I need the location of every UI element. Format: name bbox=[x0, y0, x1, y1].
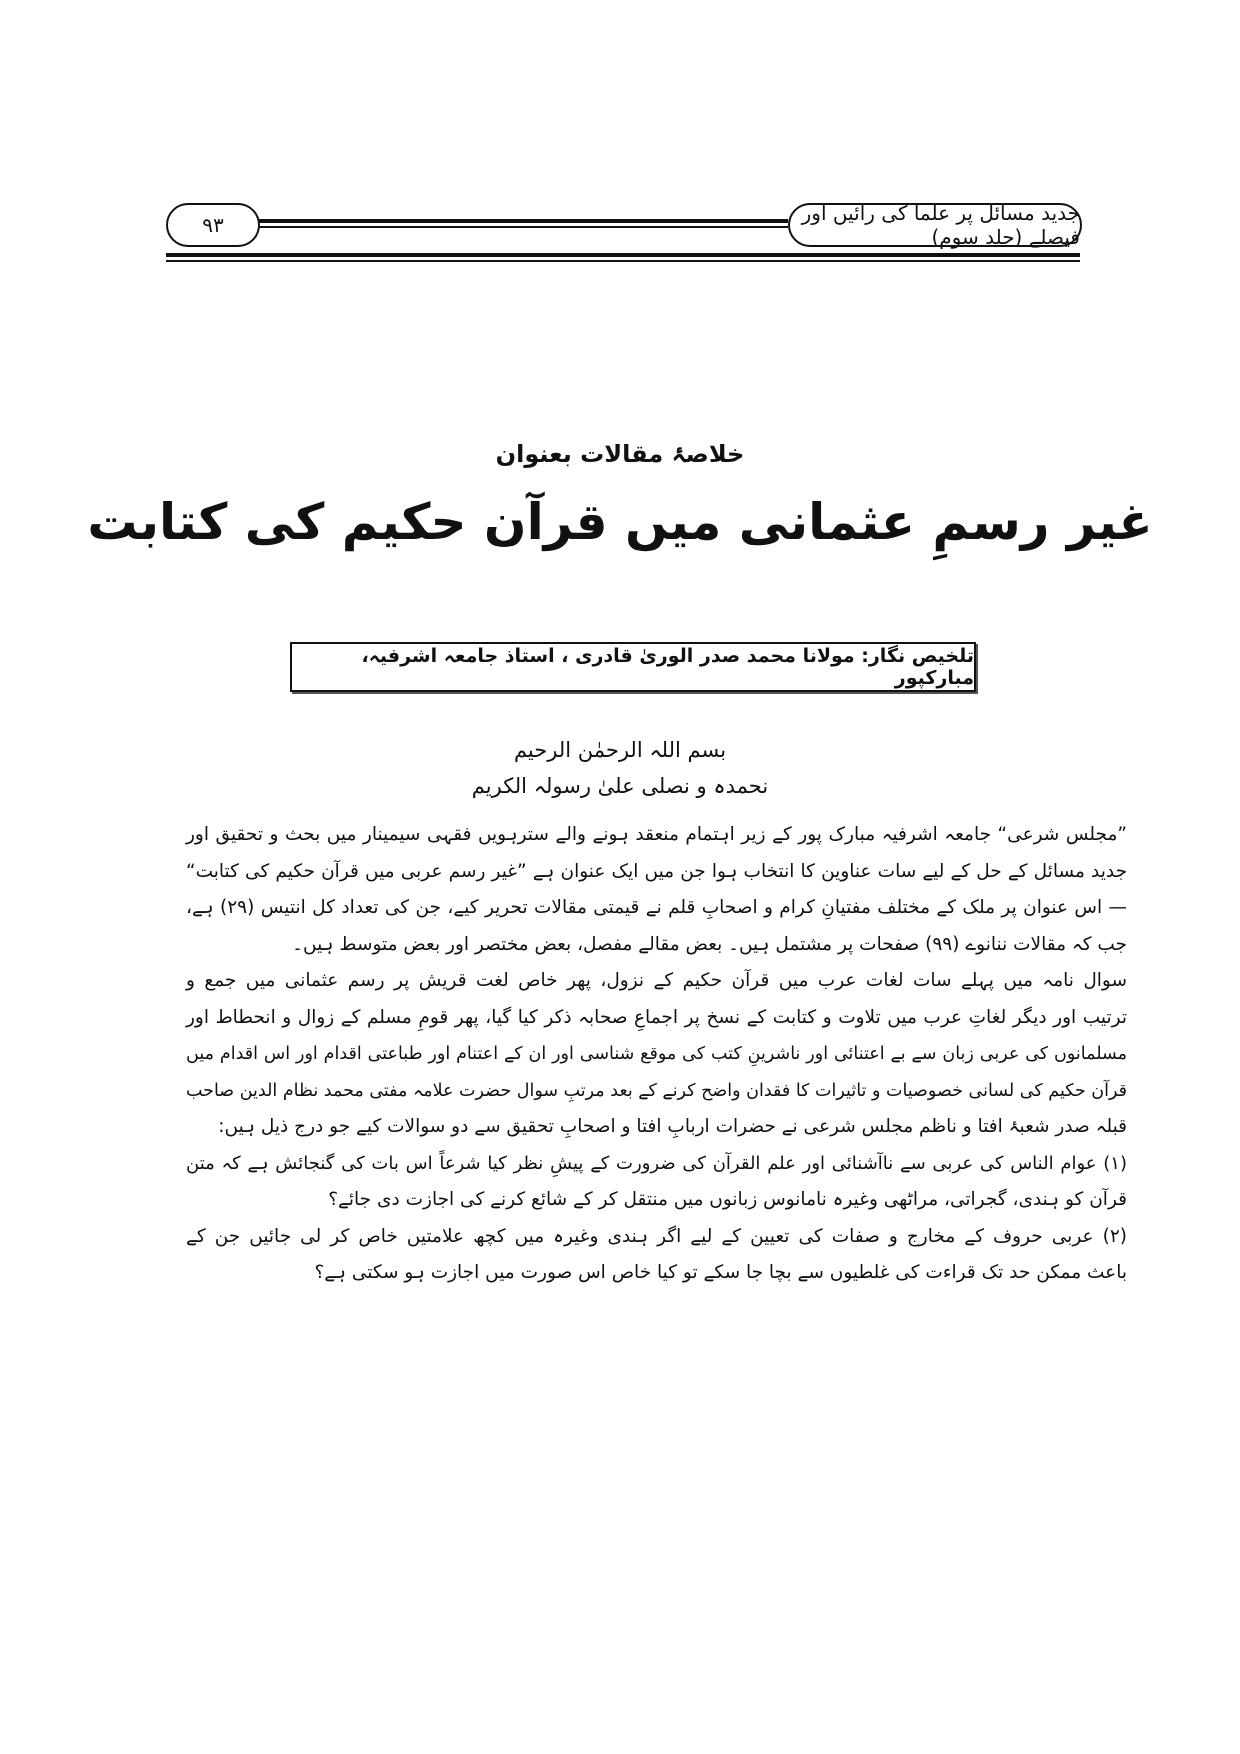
page-rule-thick bbox=[166, 253, 1080, 257]
page-title: غیر رسمِ عثمانی میں قرآن حکیم کی کتابت bbox=[87, 493, 1153, 551]
body-line: ”مجلس شرعی“ جامعہ اشرفیہ مبارک پور کے زیر اہتمام منعقد ہونے والے سترہویں فقہی سیمینار میں بحث و تحقیق اور bbox=[186, 824, 1127, 845]
question-1-cont: قرآن کو ہندی، گجراتی، مراٹھی وغیرہ نامانوس زبانوں میں منتقل کر کے شائع کرنے کی اجازت دی جائے؟ bbox=[328, 1189, 1127, 1210]
body-line: — اس عنوان پر ملک کے مختلف مفتیانِ کرام و اصحابِ قلم نے قیمتی مقالات تحریر کیے، جن کی تعداد کل انتیس (۲۹) ہے، bbox=[186, 897, 1127, 918]
body-line: قرآن حکیم کی لسانی خصوصیات و تاثیرات کا فقدان واضح کرنے کے بعد مرتبِ سوال حضرت علامہ مفتی محمد نظام الدین صاحب bbox=[185, 1081, 1127, 1101]
page-rule-thin bbox=[166, 260, 1080, 262]
hamd: نحمدہ و نصلی علیٰ رسولہ الکریم bbox=[471, 774, 769, 798]
author-credit: تلخیص نگار: مولانا محمد صدر الوریٰ قادری ، استاذ جامعہ اشرفیہ، مبارکپور bbox=[361, 645, 974, 689]
body-line: ترتیب اور دیگر لغاتِ عرب میں تلاوت و کتابت کے نسخ پر اجماعِ صحابہ ذکر کیا گیا، پھر قومِ مسلم کے زوال و انحطاط اور bbox=[186, 1007, 1127, 1028]
bismillah: بسم اللہ الرحمٰن الرحیم bbox=[513, 738, 727, 762]
header-rule-thick bbox=[258, 219, 788, 223]
author-box bbox=[290, 642, 976, 692]
book-title-pill bbox=[788, 203, 1082, 247]
body-line: مسلمانوں کی عربی زبان سے بے اعتنائی اور ناشرینِ کتب کی موقع شناسی اور ان کے اعتنام اور طباعتی اقدام اور اس اقدام میں bbox=[186, 1044, 1127, 1064]
body-line: جب کہ مقالات ننانوے (۹۹) صفحات پر مشتمل ہیں۔ بعض مقالے مفصل، بعض مختصر اور بعض متوسط ہیں۔ bbox=[292, 934, 1127, 955]
page-number: ۹۳ bbox=[202, 213, 224, 237]
subtitle: خلاصۂ مقالات بعنوان bbox=[495, 440, 745, 468]
page-number-pill bbox=[166, 203, 260, 247]
body-line: قبلہ صدر شعبۂ افتا و ناظم مجلس شرعی نے حضرات اربابِ افتا و اصحابِ تحقیق سے دو سوالات کیے جو درج ذیل ہیں: bbox=[218, 1116, 1127, 1137]
question-1: (۱) عوام الناس کی عربی سے ناآشنائی اور علم القرآن کی ضرورت کے پیشِ نظر کیا شرعاً اس بات کی گنجائش ہے کہ متن bbox=[186, 1153, 1127, 1174]
question-2-cont: باعث ممکن حد تک قراءت کی غلطیوں سے بچا جا سکے تو کیا خاص اس صورت میں اجازت ہو سکتی ہے؟ bbox=[314, 1262, 1127, 1283]
header-rule-thin bbox=[258, 226, 788, 228]
body-line: سوال نامہ میں پہلے سات لغات عرب میں قرآن حکیم کے نزول، پھر خاص لغت قریش پر رسم عثمانی میں جمع و bbox=[186, 970, 1127, 991]
book-title: جدید مسائل پر علما کی رائیں اور فیصلے (جلد سوم) bbox=[801, 201, 1080, 249]
body-line: جدید مسائل کے حل کے لیے سات عناوین کا انتخاب ہوا جن میں ایک عنوان ہے ”غیر رسم عربی میں قرآن حکیم کی کتابت“ bbox=[186, 861, 1127, 882]
question-2: (۲) عربی حروف کے مخارج و صفات کی تعیین کے لیے اگر ہندی وغیرہ میں کچھ علامتیں خاص کر لی جائیں جن کے bbox=[186, 1226, 1127, 1247]
